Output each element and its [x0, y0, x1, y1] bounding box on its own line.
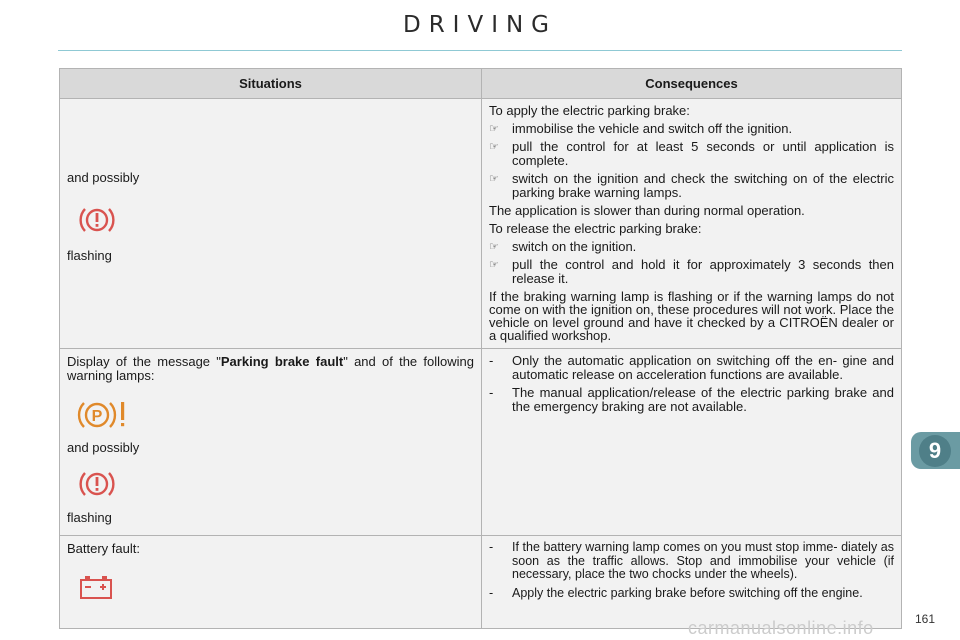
- flashing-label: flashing: [67, 248, 112, 263]
- column-header-situations: Situations: [60, 69, 482, 99]
- consequence-cell: [482, 99, 902, 349]
- consequence-cell: [482, 536, 902, 629]
- chapter-number: 9: [919, 435, 951, 467]
- and-possibly-label: and possibly: [67, 170, 140, 185]
- brake-warning-icon: [77, 467, 117, 501]
- table-row: [60, 536, 902, 629]
- brake-warning-icon: [77, 203, 117, 237]
- parking-brake-fault-message: Display of the message "Parking brake fault" and of the following warning lamps:: [67, 354, 474, 383]
- release-intro: To release the electric parking brake:: [489, 221, 702, 236]
- svg-text:P: P: [91, 408, 103, 425]
- and-possibly-label: and possibly: [67, 440, 140, 455]
- list-item: - Only the automatic application on switching off the en- gine and automatic release on acceleration functions are available.: [489, 353, 894, 382]
- slower-note: The application is slower than during normal operation.: [489, 203, 805, 218]
- situation-cell: [60, 99, 482, 349]
- apply-intro: To apply the electric parking brake:: [489, 103, 690, 118]
- list-item: ☞ pull the control for at least 5 seconds or until application is complete.: [489, 139, 894, 168]
- list-item: - Apply the electric parking brake before switching off the engine.: [489, 585, 863, 600]
- flashing-label: flashing: [67, 510, 112, 525]
- table-header-row: [60, 69, 902, 99]
- pointing-hand-icon: ☞: [489, 241, 499, 253]
- pointing-hand-icon: ☞: [489, 141, 499, 153]
- column-header-consequences: Consequences: [482, 69, 902, 99]
- list-item: ☞ switch on the ignition.: [489, 239, 637, 254]
- situations-table: [59, 68, 902, 629]
- battery-icon: [77, 574, 117, 600]
- list-item: - The manual application/release of the electric parking brake and the emergency braking are not available.: [489, 385, 894, 414]
- pointing-hand-icon: ☞: [489, 173, 499, 185]
- parking-brake-fault-icon: [77, 397, 141, 433]
- situation-cell: [60, 349, 482, 536]
- watermark: carmanualsonline.info: [688, 618, 874, 638]
- page-number: 161: [915, 612, 936, 626]
- title-divider: [58, 50, 902, 51]
- list-item: ☞ pull the control and hold it for approximately 3 seconds then release it.: [489, 257, 894, 286]
- consequence-cell: [482, 349, 902, 536]
- situation-cell: [60, 536, 482, 629]
- list-item: ☞ immobilise the vehicle and switch off the ignition.: [489, 121, 793, 136]
- pointing-hand-icon: ☞: [489, 123, 499, 135]
- table-row: [60, 99, 902, 349]
- table-row: [60, 349, 902, 536]
- pointing-hand-icon: ☞: [489, 259, 499, 271]
- list-item: ☞ switch on the ignition and check the switching on of the electric parking brake warning lamps.: [489, 171, 894, 200]
- battery-fault-label: Battery fault:: [67, 541, 140, 556]
- list-item: - If the battery warning lamp comes on you must stop imme- diately as soon as the traffic allows. Stop and immobilise your vehicle (if necessary, place the two chocks under the wheels).: [489, 540, 894, 581]
- warning-note: If the braking warning lamp is flashing or if the warning lamps do not come on with the ignition on, these procedures will not work. Place the vehicle on level ground and have it checked by a CITROËN dealer or a qualified workshop.: [489, 289, 894, 343]
- page-title: DRIVING: [402, 12, 558, 38]
- chapter-tab[interactable]: [911, 432, 960, 469]
